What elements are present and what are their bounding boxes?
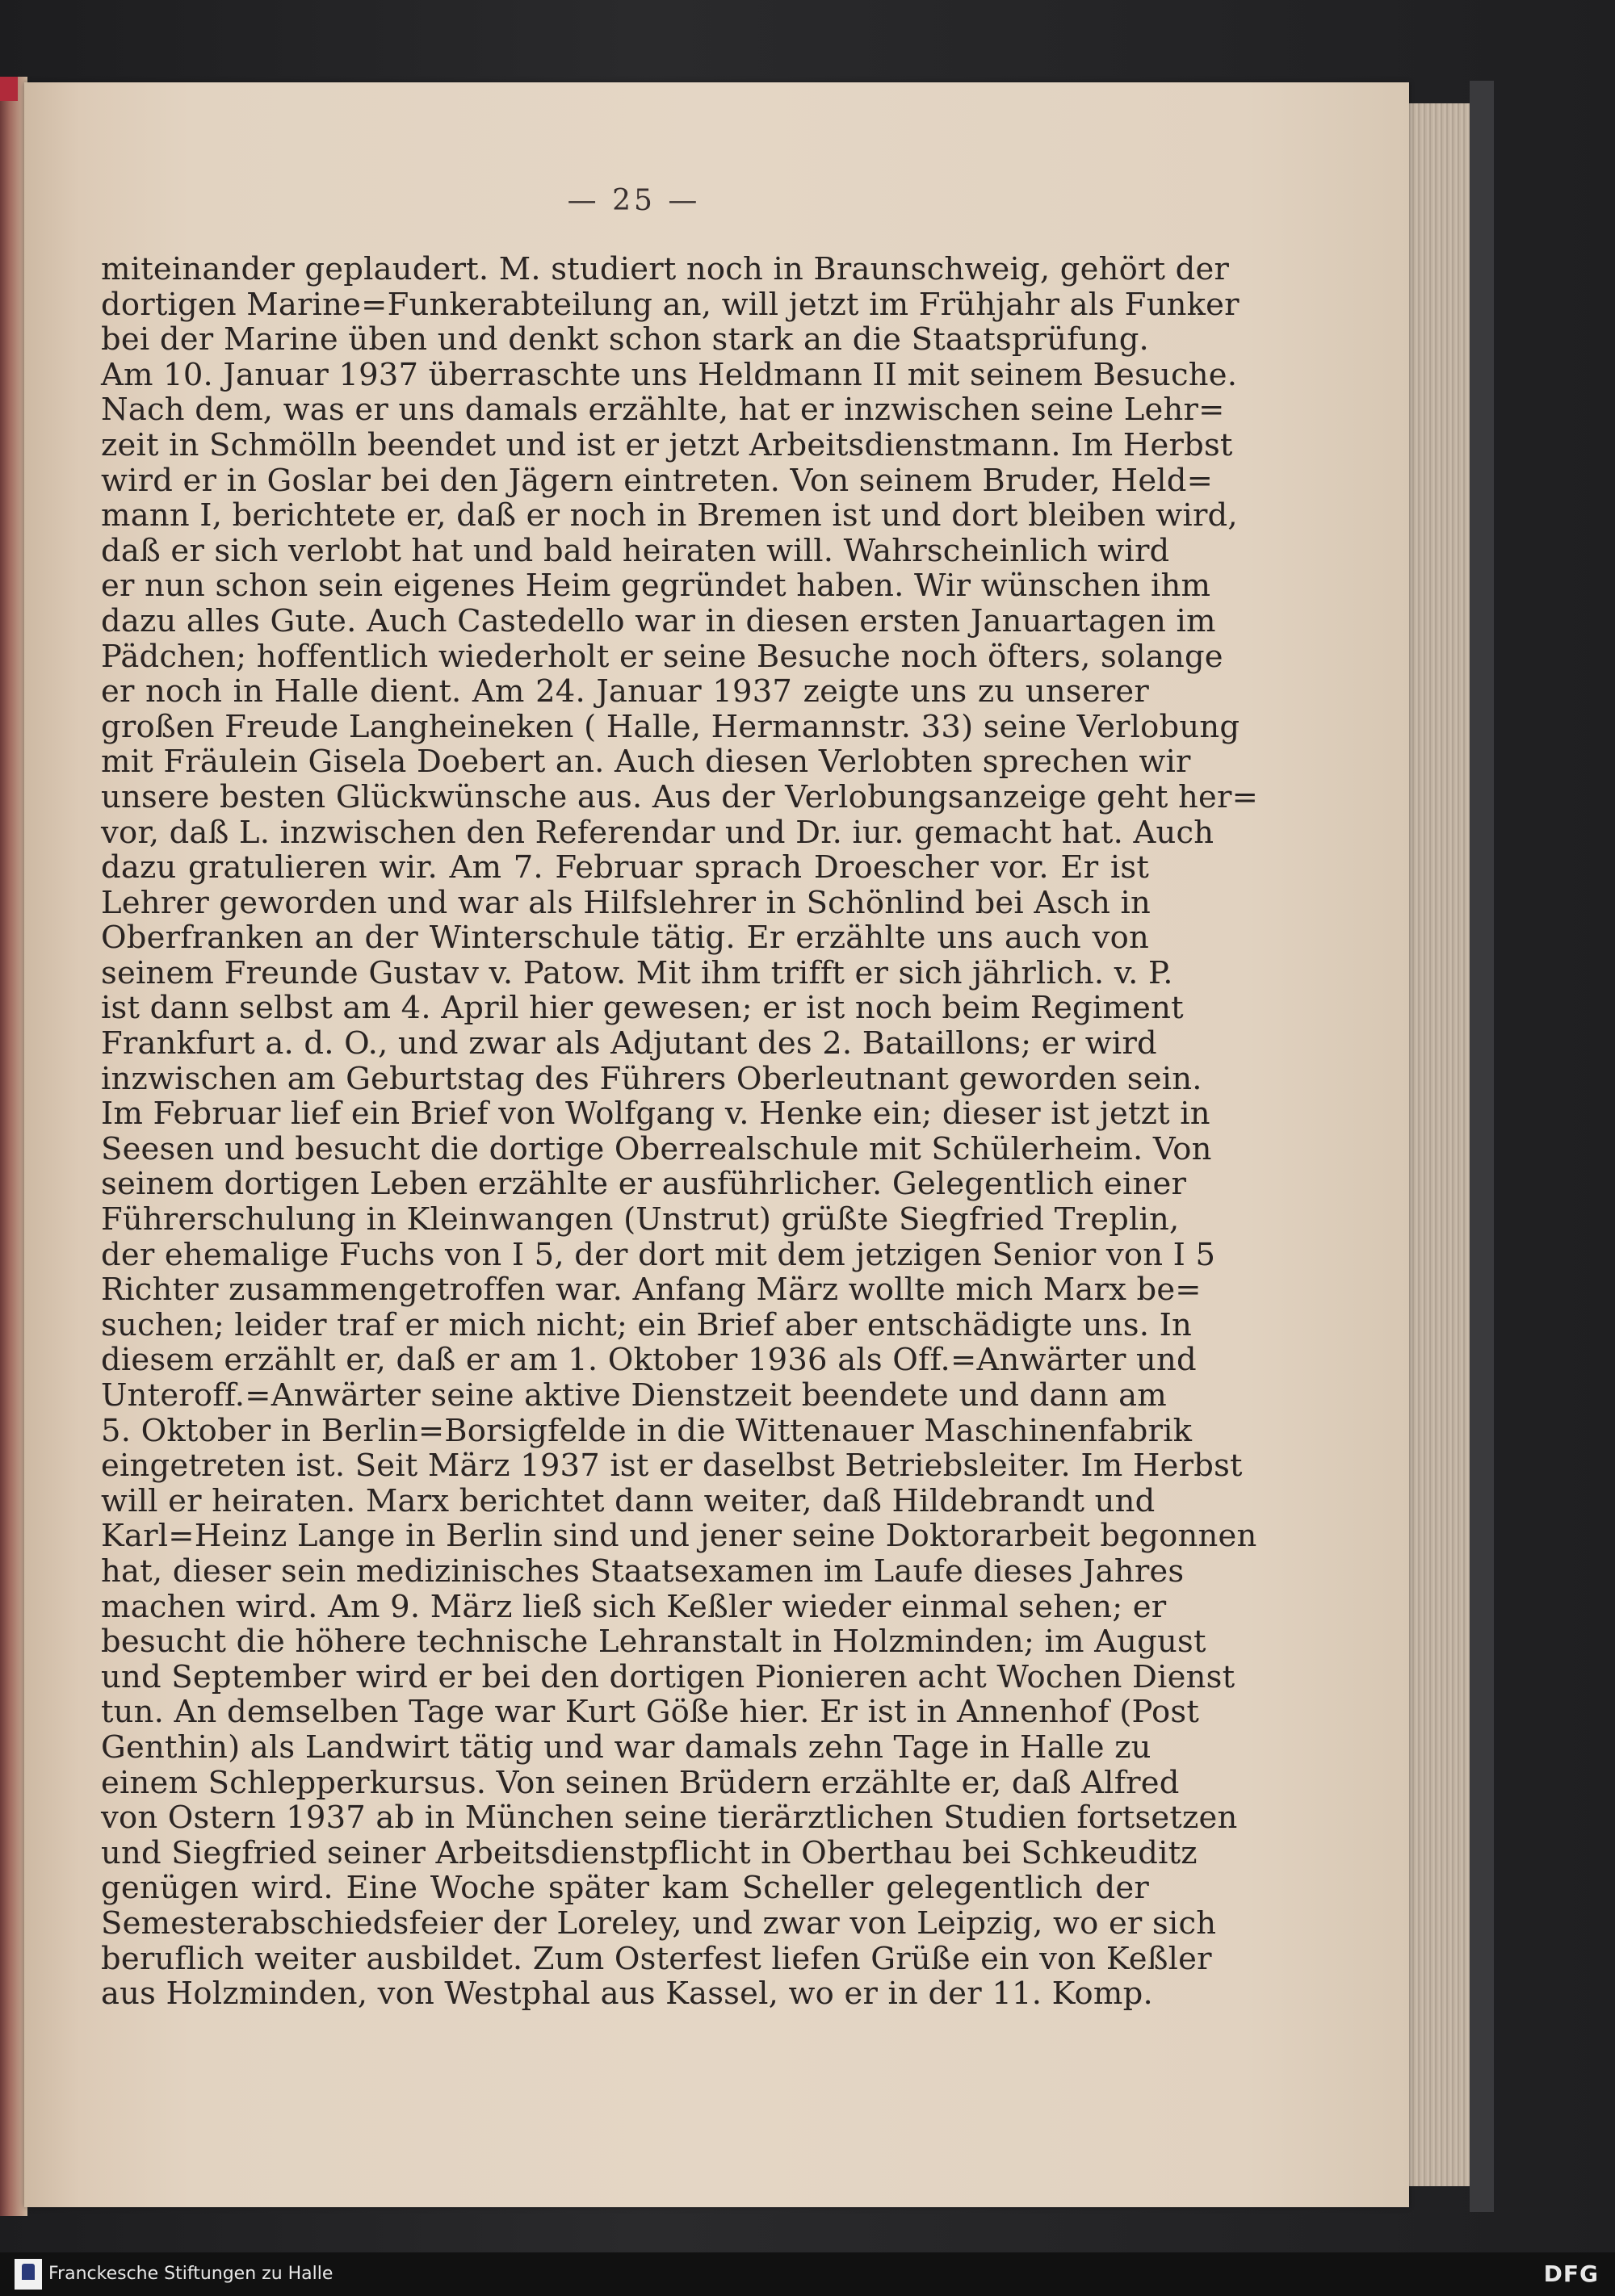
text-line: und Siegfried seiner Arbeitsdienstpflicht in Oberthau bei Schkeuditz <box>101 1834 1198 1871</box>
text-line: Unteroff.=Anwärter seine aktive Dienstzeit beendete und dann am <box>101 1377 1168 1414</box>
text-line: inzwischen am Geburtstag des Führers Oberleutnant geworden sein. <box>101 1060 1202 1097</box>
text-line: und September wird er bei den dortigen Pionieren acht Wochen Dienst <box>101 1658 1235 1695</box>
text-line: Frankfurt a. d. O., und zwar als Adjutant des 2. Bataillons; er wird <box>101 1025 1157 1062</box>
book-cover-edge <box>1470 81 1494 2212</box>
text-line: er noch in Halle dient. Am 24. Januar 1937 zeigte uns zu unserer <box>101 673 1149 710</box>
text-line: daß er sich verlobt hat und bald heiraten will. Wahrscheinlich wird <box>101 532 1170 569</box>
text-line: mit Fräulein Gisela Doebert an. Auch diesen Verlobten sprechen wir <box>101 744 1191 781</box>
text-line: Führerschulung in Kleinwangen (Unstrut) grüßte Siegfried Treplin, <box>101 1201 1180 1238</box>
text-line: Nach dem, was er uns damals erzählte, hat er inzwischen seine Lehr= <box>101 392 1225 429</box>
text-line: Im Februar lief ein Brief von Wolfgang v. Henke ein; dieser ist jetzt in <box>101 1096 1210 1133</box>
text-line: von Ostern 1937 ab in München seine tierärztlichen Studien fortsetzen <box>101 1800 1238 1837</box>
text-line: beruflich weiter ausbildet. Zum Osterfest liefen Grüße ein von Keßler <box>101 1940 1212 1977</box>
text-line: dazu gratulieren wir. Am 7. Februar sprach Droescher vor. Er ist <box>101 849 1149 886</box>
text-line: genügen wird. Eine Woche später kam Scheller gelegentlich der <box>101 1870 1149 1907</box>
text-line: dazu alles Gute. Auch Castedello war in diesen ersten Januartagen im <box>101 602 1216 639</box>
text-line: seinem Freunde Gustav v. Patow. Mit ihm trifft er sich jährlich. v. P. <box>101 954 1173 991</box>
text-line: will er heiraten. Marx berichtet dann weiter, daß Hildebrandt und <box>101 1482 1156 1519</box>
text-line: aus Holzminden, von Westphal aus Kassel, wo er in der 11. Komp. <box>101 1975 1153 2013</box>
text-line: seinem dortigen Leben erzählte er ausführlicher. Gelegentlich einer <box>101 1166 1187 1203</box>
page-number: — 25 — <box>567 184 701 217</box>
footer-institution-label[interactable]: Franckesche Stiftungen zu Halle <box>48 2264 333 2284</box>
text-line: großen Freude Langheineken ( Halle, Hermannstr. 33) seine Verlobung <box>101 708 1240 745</box>
text-line: wird er in Goslar bei den Jägern eintreten. Von seinem Bruder, Held= <box>101 462 1214 499</box>
text-line: tun. An demselben Tage war Kurt Göße hier. Er ist in Annenhof (Post <box>101 1694 1200 1731</box>
text-line: Am 10. Januar 1937 überraschte uns Heldmann II mit seinem Besuche. <box>101 356 1238 393</box>
text-line: 5. Oktober in Berlin=Borsigfelde in die Wittenauer Maschinenfabrik <box>101 1412 1193 1449</box>
text-line: machen wird. Am 9. März ließ sich Keßler wieder einmal sehen; er <box>101 1588 1167 1625</box>
text-line: vor, daß L. inzwischen den Referendar und Dr. iur. gemacht hat. Auch <box>101 814 1214 851</box>
text-line: der ehemalige Fuchs von I 5, der dort mit dem jetzigen Senior von I 5 <box>101 1236 1216 1273</box>
book-spine-edge <box>0 77 27 2216</box>
text-line: Lehrer geworden und war als Hilfslehrer in Schönlind bei Asch in <box>101 884 1151 921</box>
text-line: Seesen und besucht die dortige Oberrealschule mit Schülerheim. Von <box>101 1130 1212 1167</box>
page-fore-edge <box>1409 103 1470 2186</box>
text-line: Oberfranken an der Winterschule tätig. Er erzählte uns auch von <box>101 920 1149 957</box>
text-line: Richter zusammengetroffen war. Anfang März wollte mich Marx be= <box>101 1272 1202 1309</box>
text-line: Karl=Heinz Lange in Berlin sind und jener seine Doktorarbeit begonnen <box>101 1518 1257 1555</box>
dfg-logo[interactable]: DFG <box>1543 2260 1599 2287</box>
text-line: Semesterabschiedsfeier der Loreley, und zwar von Leipzig, wo er sich <box>101 1904 1217 1942</box>
text-line: zeit in Schmölln beendet und ist er jetzt Arbeitsdienstmann. Im Herbst <box>101 426 1233 463</box>
text-line: miteinander geplaudert. M. studiert noch in Braunschweig, gehört der <box>101 251 1230 287</box>
text-line: er nun schon sein eigenes Heim gegründet haben. Wir wünschen ihm <box>101 568 1211 605</box>
text-line: mann I, berichtete er, daß er noch in Bremen ist und dort bleiben wird, <box>101 497 1238 534</box>
text-line: besucht die höhere technische Lehranstalt in Holzminden; im August <box>101 1624 1206 1661</box>
text-line: Genthin) als Landwirt tätig und war damals zehn Tage in Halle zu <box>101 1728 1151 1766</box>
franckesche-stiftungen-logo-icon[interactable] <box>15 2259 42 2290</box>
text-line: bei der Marine üben und denkt schon stark an die Staatsprüfung. <box>101 321 1149 358</box>
text-line: einem Schlepperkursus. Von seinen Brüdern erzählte er, daß Alfred <box>101 1764 1180 1801</box>
text-line: suchen; leider traf er mich nicht; ein Brief aber entschädigte uns. In <box>101 1306 1192 1343</box>
text-line: diesem erzählt er, daß er am 1. Oktober 1936 als Off.=Anwärter und <box>101 1342 1197 1379</box>
body-text <box>101 251 1259 2013</box>
text-line: eingetreten ist. Seit März 1937 ist er daselbst Betriebsleiter. Im Herbst <box>101 1448 1243 1485</box>
text-line: hat, dieser sein medizinisches Staatsexamen im Laufe dieses Jahres <box>101 1552 1185 1590</box>
bookmark-ribbon <box>0 77 18 101</box>
viewer-footer <box>0 2252 1615 2296</box>
text-line: unsere besten Glückwünsche aus. Aus der Verlobungsanzeige geht her= <box>101 778 1259 815</box>
text-line: Pädchen; hoffentlich wiederholt er seine Besuche noch öfters, solange <box>101 638 1223 675</box>
text-line: ist dann selbst am 4. April hier gewesen; er ist noch beim Regiment <box>101 990 1184 1027</box>
text-line: dortigen Marine=Funkerabteilung an, will jetzt im Frühjahr als Funker <box>101 286 1240 323</box>
